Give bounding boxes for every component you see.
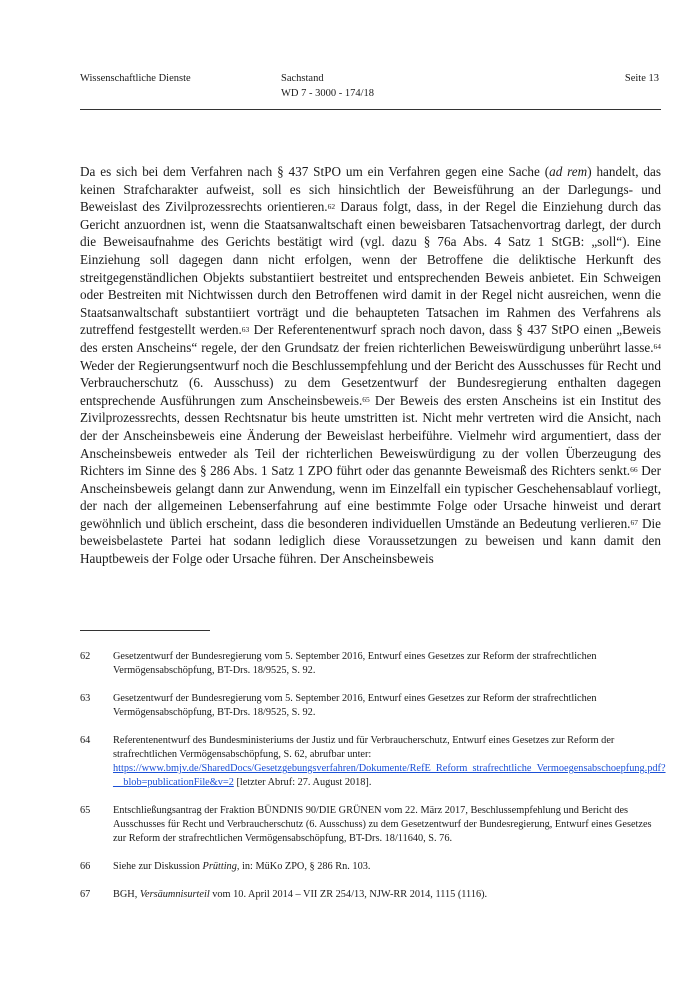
footnote-number: 64 [80,735,91,746]
footnotes [80,650,666,916]
header-institution: Wissenschaftliche Dienste [80,73,191,84]
text-run: Die beweisbelastete Partei hat sodann lediglich diese Voraussetzungen zu beweisen und kann damit den Hauptbeweis der Folge oder Ursache führen. Der Anscheinsbeweis [80,515,661,567]
footnote-ref[interactable]: 64 [653,342,661,352]
footnote-separator [80,630,210,631]
footnote-number: 67 [80,889,91,900]
text-run: BGH, [113,889,140,900]
footnote-text: Gesetzentwurf der Bundesregierung vom 5. September 2016, Entwurf eines Gesetzes zur Reform der strafrechtlichen Vermögensabschöpfung, BT-Drs. 18/9525, S. 92. [113,693,597,718]
footnote-ref[interactable]: 65 [362,395,370,405]
text-run: Der Beweis des ersten Anscheins ist ein Institut des Zivilprozessrechts, dessen Rechtsnatur bis heute umstritten ist. Nicht mehr vertreten wird die Ansicht, nach der der Anscheinsbeweis eine Änderung der Beweislast herbeiführe. Vielmehr wird argumentiert, dass der Anscheinsbeweis entweder als Teil der richterlichen Beweiswürdigung zu der vollen Überzeugung des Richters im Sinne des § 286 Abs. 1 Satz 1 ZPO führt oder das genannte Beweismaß des Richters senkt. [80,392,661,479]
text-run: , in: MüKo ZPO, § 286 Rn. 103. [236,861,371,872]
text-run-italic: Versäumnisurteil [139,889,210,900]
footnote-text: Entschließungsantrag der Fraktion BÜNDNIS 90/DIE GRÜNEN vom 22. März 2017, Beschlussempfehlung und Bericht des Ausschusses für Recht und Verbraucherschutz (6. Ausschuss) zu dem Gesetzentwurf der Bundesregierung, Entwurf eines Gesetzes zur Reform der strafrechtlichen Vermögensabschöpfung, BT-Drs. 18/11640, S. 76. [113,805,652,844]
footnote-64 [80,734,666,790]
text-run: Der Anscheinsbeweis gelangt dann zur Anwendung, wenn im Einzelfall ein typischer Geschehensablauf vorliegt, der nach der allgemeinen Lebenserfahrung auf eine bestimmte Folge oder Ursache hinweist und derart gewöhnlich und üblich erscheint, dass die besonderen individuellen Umstände an Bedeutung verlieren. [80,463,661,531]
footnote-number: 63 [80,693,91,704]
footnote-62 [80,650,661,678]
body-paragraph [80,163,661,568]
header-rule [80,109,661,110]
header-doc-info [281,71,374,101]
text-run: Weder der Regierungsentwurf noch die Beschlussempfehlung und der Bericht des Ausschusses für Recht und Verbraucherschutz (6. Ausschuss) zu dem Gesetzentwurf der Bundesregierung enthalten dagegen entsprechende Ausführungen zum Anscheinsbeweis. [80,357,661,408]
footnote-65 [80,804,661,846]
footnote-66 [80,860,661,874]
footnote-63 [80,692,661,720]
footnote-ref[interactable]: 66 [630,465,638,475]
text-run: Der Referentenentwurf sprach noch davon, dass § 437 StPO einen „Beweis des ersten Anscheins“ regele, der den Grundsatz der freien richterlichen Beweiswürdigung unberührt lasse. [80,322,661,355]
footnote-67 [80,888,661,902]
text-run: Siehe zur Diskussion [113,861,203,872]
footnote-number: 66 [80,861,91,872]
text-run-italic: ad rem [549,164,588,179]
text-run-italic: Prütting [202,861,237,872]
text-run: ) handelt, das keinen Strafcharakter aufweist, soll es sich hinsichtlich der Beweisführung an der Darlegungs- und Beweislast des Zivilprozessrechts orientieren. [80,164,661,215]
text-run: [letzter Abruf: 27. August 2018]. [233,777,372,788]
footnote-text [113,734,666,790]
footnote-ref[interactable]: 62 [327,201,336,211]
footnote-ref[interactable]: 67 [630,518,638,528]
header-doc-number: WD 7 - 3000 - 174/18 [281,88,375,99]
footnote-number: 62 [80,651,91,662]
text-run: Referentenentwurf des Bundesministeriums der Justiz und für Verbraucherschutz, Entwurf eines Gesetzes zur Reform der strafrechtlichen Vermögensabschöpfung, S. 62, abrufbar unter: [113,735,615,760]
footnote-number: 65 [80,805,91,816]
text-run: vom 10. April 2014 – VII ZR 254/13, NJW-RR 2014, 1115 (1116). [209,889,488,900]
text-run: Daraus folgt, dass, in der Regel die Einziehung durch das Gericht anzuordnen ist, wenn die Staatsanwaltschaft einen beweisbaren Tatsachenvortrag darlegt, der durch die Beweisaufnahme des Gerichts bestätigt wird (vgl. dazu § 76a Abs. 4 Satz 1 StGB: „soll“). Eine Einziehung soll dagegen dann nicht erfolgen, wenn der Betroffene die deliktische Herkunft des streitgegenständlichen Objekts substantiiert bestreitet und entsprechenden Beweis anbietet. Ein Schweigen oder Bestreiten mit Nichtwissen durch den Betroffenen wird damit in der Regel nicht ausreichen, wenn die Staatsanwaltschaft substantiiert vorträgt und die behaupteten Tatsachen im Rahmen des Verfahrens als zutreffend festgestellt werden. [80,199,661,338]
text-run: Da es sich bei dem Verfahren nach § 437 StPO um ein Verfahren gegen eine Sache ( [80,164,550,179]
footnote-ref[interactable]: 63 [241,324,250,334]
source-link[interactable]: https://www.bmjv.de/SharedDocs/Gesetzgebungsverfahren/Dokumente/RefE_Reform_strafrechtliche_Vermoegensabschoepfung.pdf?__blob=publicationFile&v=2 [113,763,666,788]
page-header [80,71,660,113]
header-doc-type: Sachstand [281,73,324,84]
footnote-text [113,860,661,874]
footnote-text [113,888,661,902]
header-page-number: Seite 13 [624,73,659,84]
footnote-text: Gesetzentwurf der Bundesregierung vom 5. September 2016, Entwurf eines Gesetzes zur Reform der strafrechtlichen Vermögensabschöpfung, BT-Drs. 18/9525, S. 92. [113,651,597,676]
